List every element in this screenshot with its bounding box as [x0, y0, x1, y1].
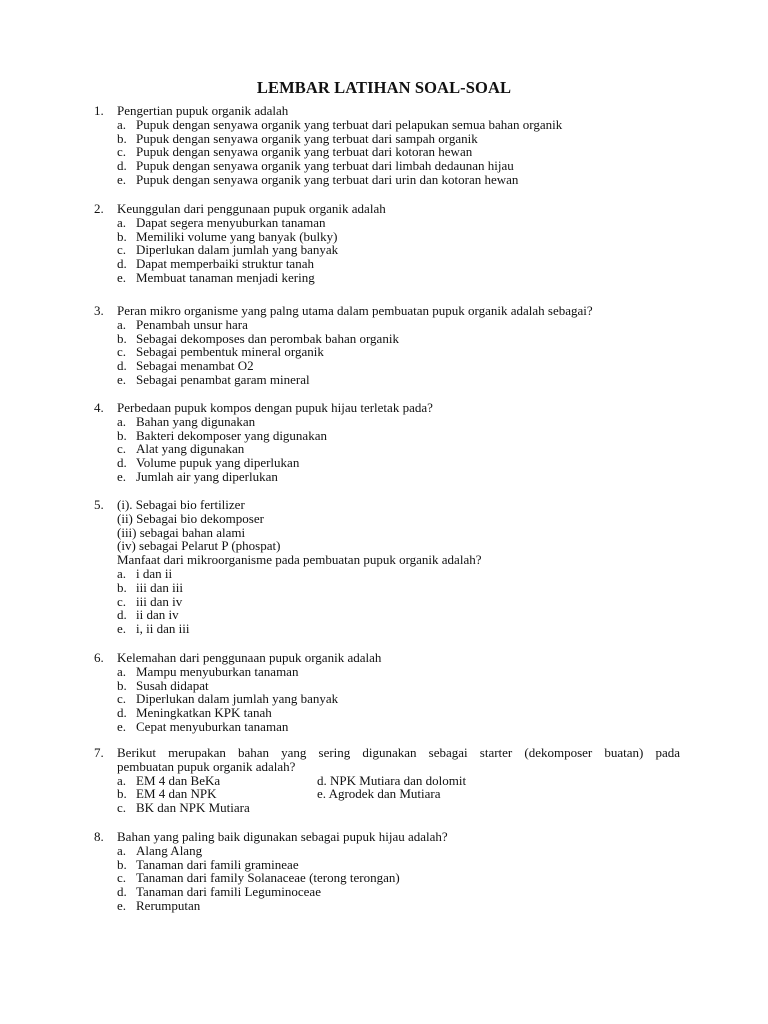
question-text: Peran mikro organisme yang palng utama dalam pembuatan pupuk organik adalah sebagai? — [117, 303, 593, 318]
option-b: b. Bakteri dekomposer yang digunakan — [117, 427, 327, 443]
option-d: d. Dapat memperbaiki struktur tanah — [117, 256, 314, 272]
statement-iv: (iv) sebagai Pelarut P (phospat) — [117, 538, 281, 554]
option-c: c. BK dan NPK Mutiara — [117, 800, 250, 816]
option-a: a. EM 4 dan BeKa — [117, 772, 221, 788]
question-number: 4. — [94, 400, 104, 415]
question-number: 5. — [94, 497, 104, 512]
option-e: e. Agrodek dan Mutiara — [317, 786, 441, 802]
option-a: a. Pupuk dengan senyawa organik yang terbuat dari pelapukan semua bahan organik — [117, 116, 563, 132]
question-6 — [94, 651, 680, 734]
option-e: e. Jumlah air yang diperlukan — [117, 468, 278, 484]
option-d: d. NPK Mutiara dan dolomit — [317, 772, 467, 788]
question-text: Manfaat dari mikroorganisme pada pembuatan pupuk organik adalah? — [117, 552, 482, 568]
question-7 — [94, 746, 680, 815]
question-8 — [94, 830, 680, 913]
option-d: d. ii dan iv — [117, 607, 179, 623]
option-c: c. Alat yang digunakan — [117, 441, 245, 457]
option-b: b. iii dan iii — [117, 579, 183, 595]
option-e: e. Membuat tanaman menjadi kering — [117, 269, 315, 285]
option-a: a. Mampu menyuburkan tanaman — [117, 663, 299, 679]
option-row-1 — [117, 774, 680, 788]
option-b: b. EM 4 dan NPK — [117, 786, 217, 802]
question-2 — [94, 202, 680, 285]
option-c: c. Tanaman dari family Solanaceae (terong terongan) — [117, 870, 400, 886]
question-text: Pengertian pupuk organik adalah — [117, 103, 289, 118]
option-b: b. Tanaman dari famili gramineae — [117, 856, 299, 872]
option-d: d. Sebagai menambat O2 — [117, 358, 254, 374]
question-text: Keunggulan dari penggunaan pupuk organik adalah — [117, 201, 386, 216]
question-5 — [94, 498, 680, 636]
question-number: 3. — [94, 303, 104, 318]
statement-iii: (iii) sebagai bahan alami — [117, 524, 246, 540]
question-number: 7. — [94, 745, 104, 760]
question-number: 6. — [94, 650, 104, 665]
option-a: a. Dapat segera menyuburkan tanaman — [117, 214, 326, 230]
statement-i: (i). Sebagai bio fertilizer — [117, 497, 245, 512]
option-a: a. i dan ii — [117, 565, 173, 581]
option-e: e. Rerumputan — [117, 897, 201, 913]
question-text-line-2: pembuatan pupuk organik adalah? — [117, 758, 296, 774]
question-1 — [94, 104, 680, 187]
option-e: e. Cepat menyuburkan tanaman — [117, 718, 289, 734]
option-a: a. Penambah unsur hara — [117, 316, 248, 332]
option-d: d. Tanaman dari famili Leguminoceae — [117, 884, 321, 900]
option-c: c. Diperlukan dalam jumlah yang banyak — [117, 691, 339, 707]
question-3 — [94, 304, 680, 387]
option-c: c. Diperlukan dalam jumlah yang banyak — [117, 242, 339, 258]
option-a: a. Alang Alang — [117, 842, 203, 858]
option-e: e. Sebagai penambat garam mineral — [117, 371, 310, 387]
option-b: b. Susah didapat — [117, 677, 209, 693]
page-title: LEMBAR LATIHAN SOAL-SOAL — [256, 78, 512, 97]
option-row-3 — [117, 801, 680, 815]
option-a: a. Bahan yang digunakan — [117, 413, 256, 429]
statement-ii: (ii) Sebagai bio dekomposer — [117, 510, 264, 526]
question-text-line-1: Berikut merupakan bahan yang sering digunakan sebagai starter (dekomposer buatan) pada — [117, 745, 680, 760]
question-number: 1. — [94, 103, 104, 118]
option-row-2 — [117, 787, 680, 801]
question-4 — [94, 401, 680, 484]
question-text: Kelemahan dari penggunaan pupuk organik adalah — [117, 650, 382, 665]
option-c: c. Pupuk dengan senyawa organik yang terbuat dari kotoran hewan — [117, 144, 473, 160]
question-number: 8. — [94, 829, 104, 844]
option-e: e. i, ii dan iii — [117, 621, 190, 637]
option-c: c. iii dan iv — [117, 593, 183, 609]
option-b: b. Sebagai dekomposes dan perombak bahan organik — [117, 330, 399, 346]
option-d: d. Volume pupuk yang diperlukan — [117, 455, 300, 471]
option-e: e. Pupuk dengan senyawa organik yang terbuat dari urin dan kotoran hewan — [117, 171, 519, 187]
question-text: Perbedaan pupuk kompos dengan pupuk hijau terletak pada? — [117, 400, 433, 415]
option-d: d. Meningkatkan KPK tanah — [117, 705, 272, 721]
option-b: b. Memiliki volume yang banyak (bulky) — [117, 228, 338, 244]
option-b: b. Pupuk dengan senyawa organik yang terbuat dari sampah organik — [117, 130, 478, 146]
option-c: c. Sebagai pembentuk mineral organik — [117, 344, 324, 360]
question-text: Bahan yang paling baik digunakan sebagai pupuk hijau adalah? — [117, 829, 448, 844]
option-d: d. Pupuk dengan senyawa organik yang terbuat dari limbah dedaunan hijau — [117, 158, 514, 174]
question-number: 2. — [94, 201, 104, 216]
